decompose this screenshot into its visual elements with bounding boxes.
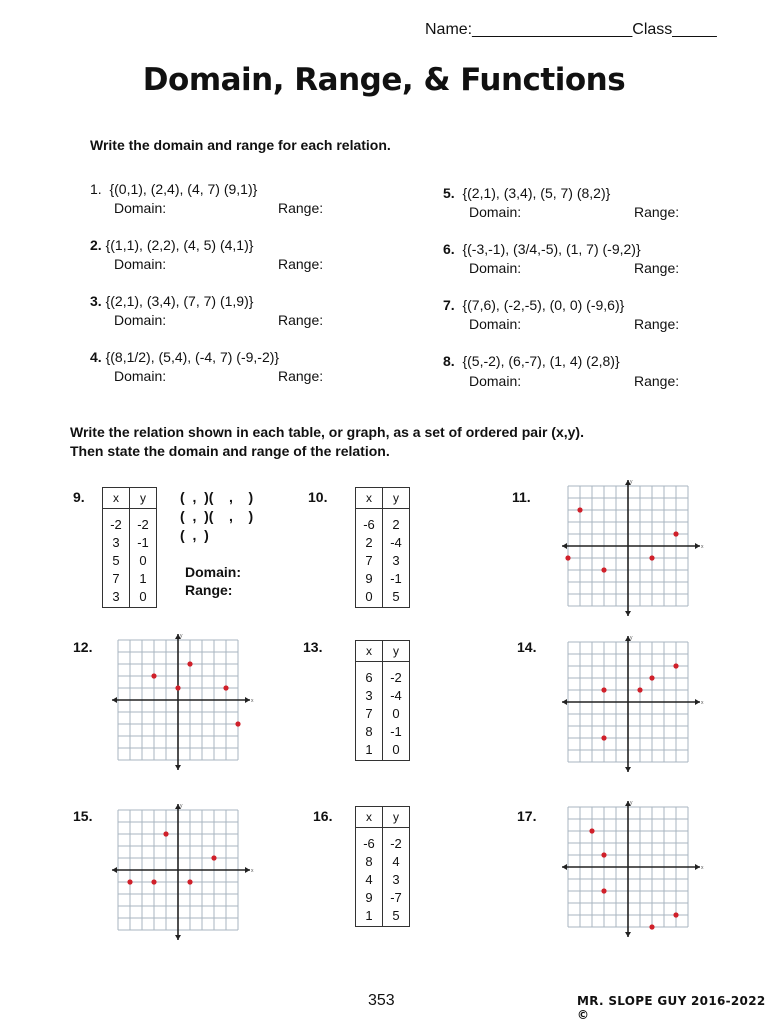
problem-set: {(2,1), (3,4), (7, 7) (1,9)}: [105, 293, 254, 309]
axis-label-x: x: [251, 698, 254, 704]
table-row: [356, 587, 410, 608]
cell-y: 5: [383, 587, 410, 608]
problem-set: {(1,1), (2,2), (4, 5) (4,1)}: [105, 237, 254, 253]
table-row: [356, 852, 410, 870]
problem-number: 7.: [443, 297, 455, 313]
column-header-x: x: [356, 807, 383, 828]
table-row: [356, 704, 410, 722]
problem-11-label: 11.: [512, 489, 531, 505]
axis-label-x: x: [251, 868, 254, 874]
plotted-point: [565, 555, 570, 560]
plotted-point: [601, 852, 606, 857]
column-header-y: y: [383, 641, 410, 662]
cell-y: -7: [383, 888, 410, 906]
plotted-point: [187, 661, 192, 666]
column-header-y: y: [383, 488, 410, 509]
problem-2: [90, 237, 253, 253]
cell-y: -2: [383, 662, 410, 687]
plotted-point: [589, 828, 594, 833]
problem-set: {(-3,-1), (3/4,-5), (1, 7) (-9,2)}: [462, 241, 641, 257]
plotted-point: [163, 831, 168, 836]
cell-x: 1: [356, 740, 383, 761]
name-class-line[interactable]: Name:__________________Class_____: [425, 21, 717, 38]
cell-x: 2: [356, 533, 383, 551]
cell-x: 9: [356, 888, 383, 906]
author-credit: MR. SLOPE GUY 2016-2022 ©: [577, 994, 766, 1022]
column-header-y: y: [383, 807, 410, 828]
problem-set: {(0,1), (2,4), (4, 7) (9,1)}: [109, 181, 258, 197]
axis-label-y: y: [630, 635, 633, 641]
plotted-point: [601, 567, 606, 572]
axis-label-y: y: [630, 800, 633, 806]
plotted-point: [187, 879, 192, 884]
domain-label: Domain:: [114, 256, 167, 272]
column-header-x: x: [356, 641, 383, 662]
cell-y: 3: [383, 870, 410, 888]
cell-y: -1: [383, 722, 410, 740]
table-row: [356, 551, 410, 569]
axis-label-x: x: [701, 865, 704, 871]
cell-x: 6: [356, 662, 383, 687]
cell-x: 3: [103, 533, 130, 551]
cell-y: 0: [130, 551, 157, 569]
plotted-point: [673, 663, 678, 668]
problem-number: 8.: [443, 353, 455, 369]
problem-9-label: 9.: [73, 489, 85, 505]
arrow-down-icon: [175, 765, 181, 770]
xy-table-16: [355, 806, 410, 927]
table-row: [356, 686, 410, 704]
problem-number: 2.: [90, 237, 102, 253]
problem-set: {(7,6), (-2,-5), (0, 0) (-9,6)}: [462, 297, 625, 313]
plotted-point: [127, 879, 132, 884]
cell-x: 7: [356, 551, 383, 569]
problem-8: [443, 353, 620, 369]
cell-y: 3: [383, 551, 410, 569]
column-header-x: x: [356, 488, 383, 509]
cell-x: -2: [103, 509, 130, 534]
domain-label: Domain:: [469, 204, 522, 220]
problem-number: 1.: [90, 181, 102, 197]
axis-label-x: x: [701, 544, 704, 550]
plotted-point: [175, 685, 180, 690]
cell-y: 5: [383, 906, 410, 927]
problem-4: [90, 349, 279, 365]
range-label: Range:: [634, 373, 680, 389]
problem-10-label: 10.: [308, 489, 328, 505]
cell-y: 4: [383, 852, 410, 870]
xy-table-10: [355, 487, 410, 608]
table-row: [356, 870, 410, 888]
arrow-down-icon: [625, 767, 631, 772]
table-row: [103, 569, 157, 587]
problem-14-label: 14.: [517, 639, 537, 655]
axis-label-x: x: [701, 700, 704, 706]
range-label: Range:: [278, 368, 324, 384]
arrow-right-icon: [245, 867, 250, 873]
range-label: Range:: [278, 200, 324, 216]
table-row: [103, 551, 157, 569]
table-row: [103, 587, 157, 608]
arrow-down-icon: [175, 935, 181, 940]
problem-number: 5.: [443, 185, 455, 201]
section2-instruction-line2: Then state the domain and range of the relation.: [70, 443, 390, 459]
cell-y: -1: [130, 533, 157, 551]
cell-x: 7: [103, 569, 130, 587]
cell-y: 0: [383, 704, 410, 722]
arrow-left-icon: [112, 697, 117, 703]
range-label: Range:: [278, 256, 324, 272]
plotted-point: [637, 687, 642, 692]
section1-instruction: Write the domain and range for each relation.: [90, 137, 391, 153]
cell-x: -6: [356, 509, 383, 534]
axis-label-y: y: [630, 479, 633, 485]
cell-x: 5: [103, 551, 130, 569]
axis-label-y: y: [180, 633, 183, 639]
plotted-point: [211, 855, 216, 860]
xy-table-13: [355, 640, 410, 761]
problem-13-label: 13.: [303, 639, 323, 655]
table-row: [356, 888, 410, 906]
domain-label: Domain:: [469, 373, 522, 389]
problem-3: [90, 293, 253, 309]
cell-y: -2: [383, 828, 410, 853]
range-label: Range:: [634, 316, 680, 332]
cell-x: 8: [356, 852, 383, 870]
plotted-point: [235, 721, 240, 726]
problem-16-label: 16.: [313, 808, 333, 824]
plotted-point: [673, 912, 678, 917]
plotted-point: [673, 531, 678, 536]
plotted-point: [601, 687, 606, 692]
arrow-left-icon: [562, 699, 567, 705]
problem-set: {(5,-2), (6,-7), (1, 4) (2,8)}: [462, 353, 620, 369]
column-header-x: x: [103, 488, 130, 509]
table-row: [356, 722, 410, 740]
arrow-right-icon: [695, 699, 700, 705]
domain-label: Domain:: [114, 368, 167, 384]
cell-y: -1: [383, 569, 410, 587]
problem-number: 4.: [90, 349, 102, 365]
axis-label-y: y: [180, 803, 183, 809]
cell-x: 8: [356, 722, 383, 740]
plotted-point: [223, 685, 228, 690]
domain-label: Domain:: [469, 260, 522, 276]
coordinate-graph-15: [110, 800, 262, 942]
table-row: [103, 533, 157, 551]
range-label: Range:: [278, 312, 324, 328]
cell-y: 0: [130, 587, 157, 608]
problem-7: [443, 297, 624, 313]
problem-set: {(8,1/2), (5,4), (-4, 7) (-9,-2)}: [105, 349, 280, 365]
cell-x: -6: [356, 828, 383, 853]
arrow-down-icon: [625, 932, 631, 937]
coordinate-graph-11: [560, 476, 712, 618]
cell-y: -2: [130, 509, 157, 534]
plotted-point: [601, 888, 606, 893]
cell-x: 3: [356, 686, 383, 704]
domain-label: Domain:: [469, 316, 522, 332]
arrow-left-icon: [562, 543, 567, 549]
problem-1: [90, 181, 257, 197]
domain-label: Domain:: [114, 312, 167, 328]
plotted-point: [649, 555, 654, 560]
plotted-point: [649, 675, 654, 680]
table-row: [356, 740, 410, 761]
arrow-right-icon: [695, 864, 700, 870]
cell-y: 0: [383, 740, 410, 761]
problem-set: {(2,1), (3,4), (5, 7) (8,2)}: [462, 185, 611, 201]
cell-x: 7: [356, 704, 383, 722]
cell-y: -4: [383, 686, 410, 704]
table-row: [356, 828, 410, 853]
coordinate-graph-17: [560, 797, 712, 939]
table-row: [356, 533, 410, 551]
cell-y: 2: [383, 509, 410, 534]
domain-label: Domain:: [185, 564, 241, 580]
ordered-pairs-blanks[interactable]: ( , )( , ) ( , )( , ) ( , ): [180, 489, 254, 543]
arrow-left-icon: [112, 867, 117, 873]
plotted-point: [151, 879, 156, 884]
cell-x: 1: [356, 906, 383, 927]
cell-x: 3: [103, 587, 130, 608]
problem-15-label: 15.: [73, 808, 93, 824]
cell-x: 9: [356, 569, 383, 587]
table-row: [356, 906, 410, 927]
column-header-y: y: [130, 488, 157, 509]
plotted-point: [649, 924, 654, 929]
plotted-point: [601, 735, 606, 740]
table-row: [103, 509, 157, 534]
arrow-right-icon: [695, 543, 700, 549]
problem-5: [443, 185, 610, 201]
cell-y: 1: [130, 569, 157, 587]
arrow-left-icon: [562, 864, 567, 870]
cell-x: 0: [356, 587, 383, 608]
page-title: Domain, Range, & Functions: [142, 62, 626, 98]
arrow-down-icon: [625, 611, 631, 616]
range-label: Range:: [634, 260, 680, 276]
problem-number: 3.: [90, 293, 102, 309]
problem-6: [443, 241, 641, 257]
domain-label: Domain:: [114, 200, 167, 216]
coordinate-graph-12: [110, 630, 262, 772]
cell-x: 4: [356, 870, 383, 888]
arrow-right-icon: [245, 697, 250, 703]
problem-17-label: 17.: [517, 808, 537, 824]
plotted-point: [151, 673, 156, 678]
section2-instruction-line1: Write the relation shown in each table, or graph, as a set of ordered pair (x,y).: [70, 424, 584, 440]
table-row: [356, 662, 410, 687]
coordinate-graph-14: [560, 632, 712, 774]
xy-table-9: [102, 487, 157, 608]
problem-12-label: 12.: [73, 639, 93, 655]
range-label: Range:: [185, 582, 233, 598]
page-number: 353: [368, 992, 395, 1009]
problem-number: 6.: [443, 241, 455, 257]
range-label: Range:: [634, 204, 680, 220]
cell-y: -4: [383, 533, 410, 551]
plotted-point: [577, 507, 582, 512]
table-row: [356, 509, 410, 534]
table-row: [356, 569, 410, 587]
